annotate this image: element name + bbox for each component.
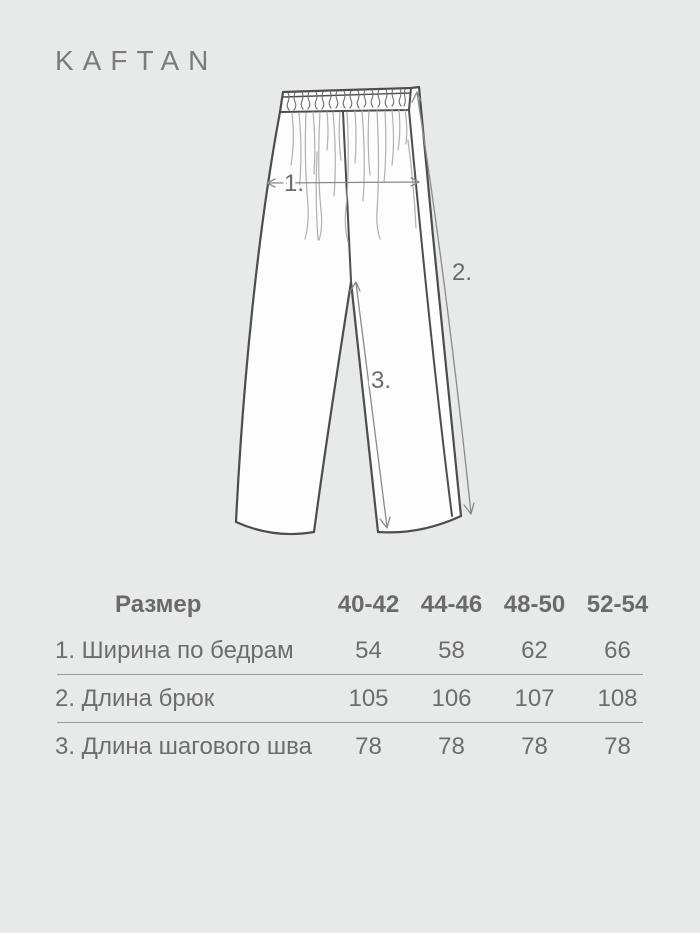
- cell-value: 106: [431, 684, 472, 712]
- cell-value: 66: [604, 636, 631, 664]
- row-label: 1. Ширина по бедрам: [55, 636, 294, 664]
- length-label: 2.: [452, 259, 473, 286]
- cell-value: 78: [521, 732, 548, 760]
- size-column-header: 52-54: [586, 591, 649, 618]
- table-row-length: [55, 675, 659, 722]
- cell-value: 107: [514, 684, 555, 712]
- size-table-header: [55, 583, 659, 627]
- row-label: 2. Длина брюк: [55, 684, 215, 712]
- hip-width-label: 1.: [284, 170, 305, 197]
- cell-value: 62: [521, 636, 548, 664]
- size-column-header: 40-42: [337, 591, 400, 618]
- size-column-header: 48-50: [503, 591, 566, 618]
- size-table: [55, 583, 659, 770]
- row-label: 3. Длина шагового шва: [55, 732, 312, 760]
- brand-logo: KAFTAN: [55, 45, 218, 76]
- cell-value: 78: [355, 732, 382, 760]
- cell-value: 108: [597, 684, 638, 712]
- size-column-header: 44-46: [420, 591, 483, 618]
- inseam-label: 3.: [371, 367, 392, 394]
- cell-value: 54: [355, 636, 382, 664]
- table-row-inseam: [55, 723, 659, 770]
- cell-value: 58: [438, 636, 465, 664]
- size-table-header-label: Размер: [115, 591, 202, 618]
- cell-value: 105: [348, 684, 389, 712]
- cell-value: 78: [604, 732, 631, 760]
- table-row-hip-width: [55, 627, 659, 674]
- cell-value: 78: [438, 732, 465, 760]
